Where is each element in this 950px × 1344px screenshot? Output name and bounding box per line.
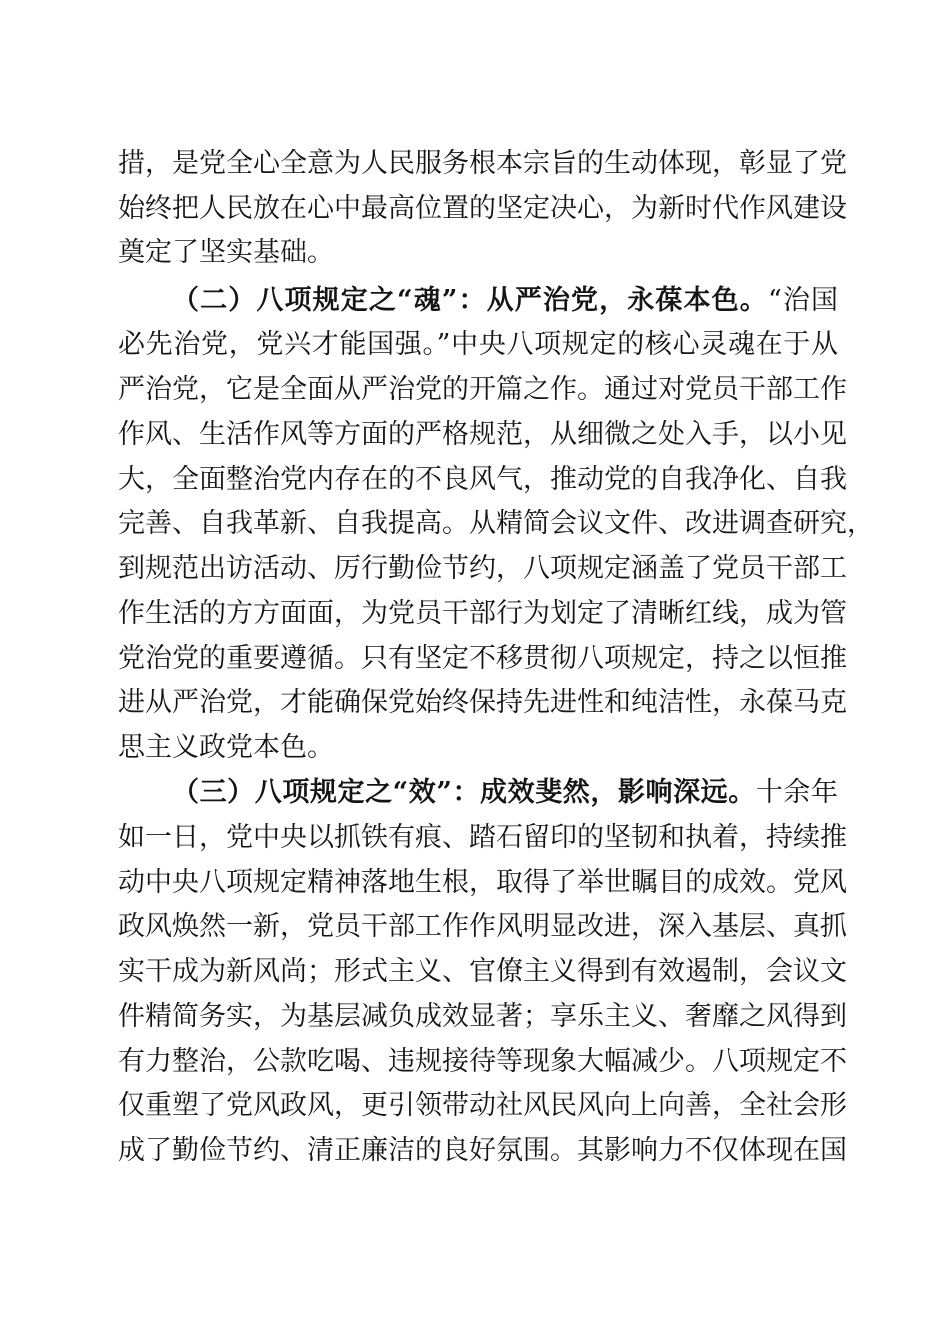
paragraph-3-line: 政风焕然一新，党员干部工作作风明显改进，深入基层、真抓 <box>118 911 847 942</box>
paragraph-3-first-line <box>172 771 838 815</box>
paragraph-3-line: 实干成为新风尚；形式主义、官僚主义得到有效遏制，会议文 <box>118 956 847 987</box>
paragraph-2-first-line-rest: “治国 <box>767 285 839 316</box>
paragraph-3-line: 仅重塑了党风政风，更引领带动社风民风向上向善，全社会形 <box>118 1090 847 1121</box>
paragraph-2-line: 大，全面整治党内存在的不良风气，推动党的自我净化、自我 <box>118 464 847 495</box>
paragraph-2-line: 严治党，它是全面从严治党的开篇之作。通过对党员干部工作 <box>118 374 847 405</box>
paragraph-3-line: 件精简务实，为基层减负成效显著；享乐主义、奢靡之风得到 <box>118 1001 847 1032</box>
paragraph-2-line: 进从严治党，才能确保党始终保持先进性和纯洁性，永葆马克 <box>118 687 847 718</box>
paragraph-2-line: 作生活的方方面面，为党员干部行为划定了清晰红线，成为管 <box>118 598 847 629</box>
paragraph-3-line: 有力整治，公款吃喝、违规接待等现象大幅减少。八项规定不 <box>118 1046 847 1077</box>
paragraph-3-first-line-rest: 十余年 <box>755 777 839 808</box>
paragraph-3-line: 动中央八项规定精神落地生根，取得了举世瞩目的成效。党风 <box>118 867 847 898</box>
paragraph-1-line: 奠定了坚实基础。 <box>118 237 334 268</box>
paragraph-2-line: 必先治党，党兴才能国强。”中央八项规定的核心灵魂在于从 <box>118 329 838 360</box>
paragraph-1-line: 始终把人民放在心中最高位置的坚定决心，为新时代作风建设 <box>118 193 847 224</box>
paragraph-3-line: 如一日，党中央以抓铁有痕、踏石留印的坚韧和执着，持续推 <box>118 822 847 853</box>
paragraph-3-line: 成了勤俭节约、清正廉洁的良好氛围。其影响力不仅体现在国 <box>118 1135 847 1166</box>
paragraph-2-line: 思主义政党本色。 <box>118 732 334 763</box>
paragraph-1-line: 措，是党全心全意为人民服务根本宗旨的生动体现，彰显了党 <box>118 148 847 179</box>
paragraph-2-first-line <box>172 279 838 323</box>
paragraph-2-line: 作风、生活作风等方面的严格规范，从细微之处入手，以小见 <box>118 419 847 450</box>
paragraph-3-heading: （三）八项规定之“效”：成效斐然，影响深远。 <box>172 777 756 808</box>
paragraph-2-line: 完善、自我革新、自我提高。从精简会议文件、改进调查研究， <box>118 508 874 539</box>
paragraph-2-line: 到规范出访活动、厉行勤俭节约，八项规定涵盖了党员干部工 <box>118 553 847 584</box>
paragraph-2-heading: （二）八项规定之“魂”：从严治党，永葆本色。 <box>172 285 768 316</box>
paragraph-2-line: 党治党的重要遵循。只有坚定不移贯彻八项规定，持之以恒推 <box>118 643 847 674</box>
